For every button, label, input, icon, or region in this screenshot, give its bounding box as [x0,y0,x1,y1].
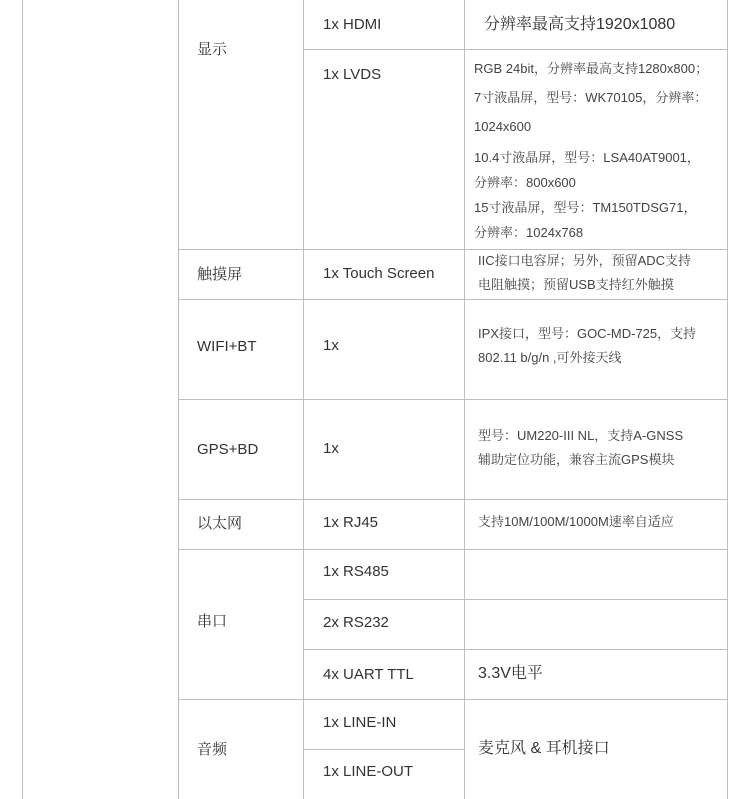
desc-line: 802.11 b/g/n ,可外接天线 [478,350,622,365]
category-wifi: WIFI+BT [197,338,257,355]
row-divider [303,599,728,600]
port-rs232: 2x RS232 [323,614,389,631]
desc-line: IPX接口，型号：GOC-MD-725，支持 [478,326,697,341]
desc-line: 型号：UM220-III NL，支持A-GNSS [478,428,684,443]
row-divider [178,549,728,550]
desc-gps [478,424,726,472]
desc-uart: 3.3V电平 [478,665,543,682]
category-display: 显示 [197,41,228,58]
desc-ethernet: 支持10M/100M/1000M速率自适应 [478,514,674,529]
desc-line: 7寸液晶屏，型号：WK70105，分辨率： [474,90,708,105]
port-line-in: 1x LINE-IN [323,714,397,731]
desc-line: 电阻触摸；预留USB支持红外触摸 [478,277,674,292]
desc-wifi [478,322,726,370]
table-left-border [22,0,23,799]
category-gps: GPS+BD [197,441,259,458]
desc-line: RGB 24bit，分辨率最高支持1280x800； [474,61,709,76]
port-rj45: 1x RJ45 [323,514,379,531]
desc-line: 1024x600 [474,119,532,134]
category-touch: 触摸屏 [197,266,243,283]
port-lvds: 1x LVDS [323,66,382,83]
desc-touch [478,249,726,297]
row-divider [178,499,728,500]
port-wifi: 1x [323,337,339,354]
row-divider [178,699,728,700]
row-divider [303,49,728,50]
desc-line: 辅助定位功能，兼容主流GPS模块 [478,452,675,467]
desc-audio: 麦克风 & 耳机接口 [478,740,610,757]
port-hdmi: 1x HDMI [323,16,382,33]
desc-line: 15寸液晶屏，型号：TM150TDSG71， [474,200,697,215]
port-rs485: 1x RS485 [323,563,389,580]
row-divider [178,299,728,300]
category-serial: 串口 [197,613,228,630]
port-gps: 1x [323,440,339,457]
port-uart: 4x UART TTL [323,666,414,683]
port-line-out: 1x LINE-OUT [323,763,414,780]
desc-lvds [474,56,728,245]
desc-hdmi: 分辨率最高支持1920x1080 [484,16,676,33]
desc-line: 10.4寸液晶屏，型号：LSA40AT9001， [474,150,700,165]
desc-line: 分辨率：800x600 [474,175,576,190]
desc-line: 分辨率：1024x768 [474,225,584,240]
port-touch: 1x Touch Screen [323,265,435,282]
desc-line: IIC接口电容屏；另外，预留ADC支持 [478,253,692,268]
row-divider [303,749,464,750]
category-audio: 音频 [197,741,228,758]
category-ethernet: 以太网 [197,515,243,532]
row-divider [178,399,728,400]
row-divider [303,649,728,650]
